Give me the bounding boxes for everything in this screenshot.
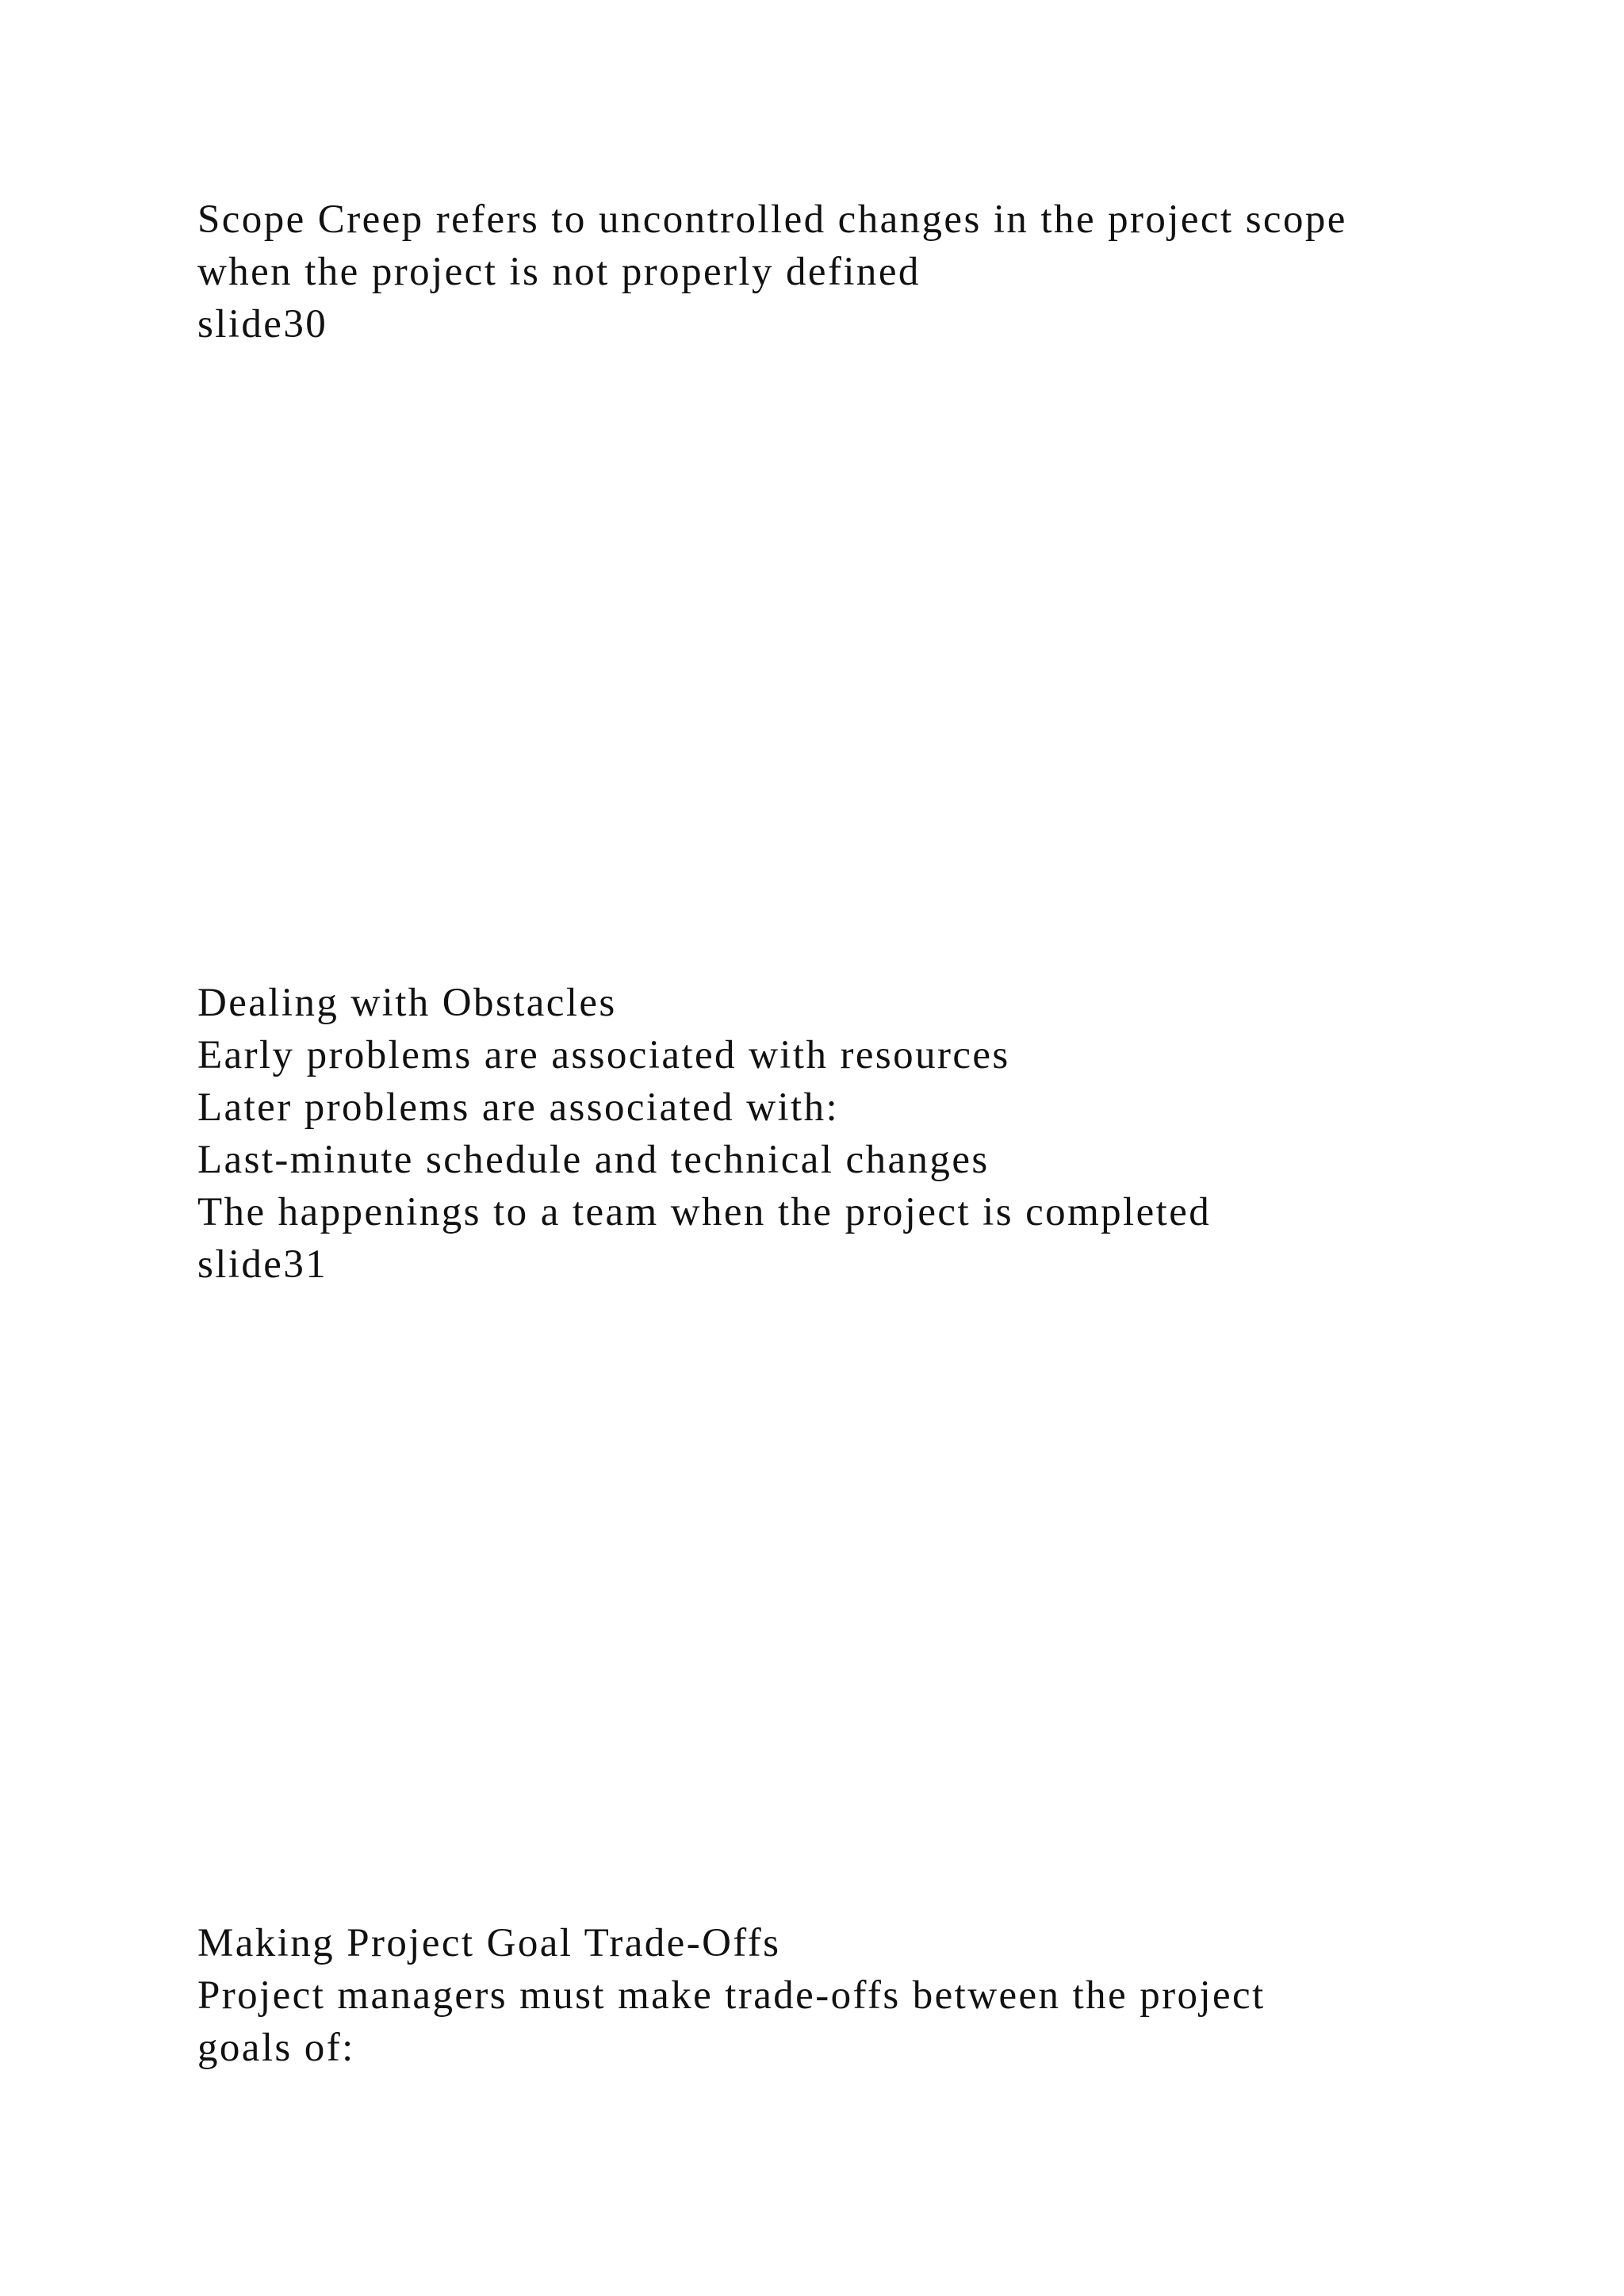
body-text-line: The happenings to a team when the project is completed [197, 1190, 1212, 1234]
body-text-line: Project managers must make trade-offs between the project [197, 1973, 1266, 2018]
body-text-line: when the project is not properly defined [197, 250, 921, 294]
section-heading: Dealing with Obstacles [197, 981, 617, 1025]
slide-label: slide31 [197, 1242, 328, 1287]
slide-label: slide30 [197, 302, 328, 346]
body-text-line: Later problems are associated with: [197, 1085, 840, 1130]
body-text-line: Early problems are associated with resources [197, 1033, 1010, 1077]
body-text-line: Scope Creep refers to uncontrolled changes in the project scope [197, 197, 1347, 242]
body-text-line: Last-minute schedule and technical changes [197, 1138, 990, 1182]
body-text-line: goals of: [197, 2026, 355, 2070]
section-heading: Making Project Goal Trade-Offs [197, 1921, 781, 1965]
